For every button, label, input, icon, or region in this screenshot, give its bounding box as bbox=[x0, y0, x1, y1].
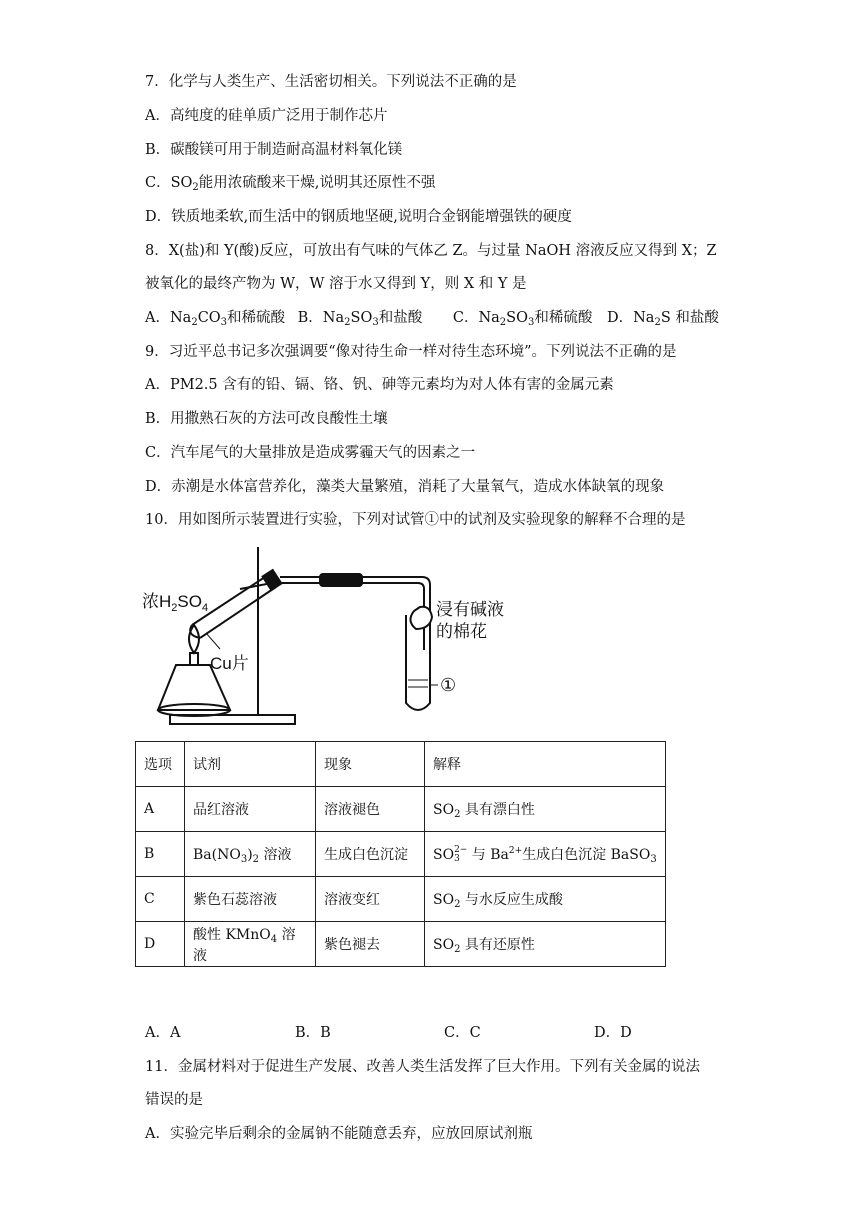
flame bbox=[189, 625, 199, 653]
q9-option-a: A．PM2.5 含有的铅、镉、铬、钒、砷等元素均为对人体有害的金属元素 bbox=[145, 377, 614, 393]
q10-stem: 10．用如图所示装置进行实验，下列对试管①中的试剂及实验现象的解释不合理的是 bbox=[145, 512, 686, 528]
header-explanation: 解释 bbox=[425, 742, 666, 787]
acid-label: 浓$H_2SO_4$ bbox=[142, 592, 209, 614]
q10-answer-b: B．B bbox=[295, 1025, 331, 1041]
header-option: 选项 bbox=[136, 742, 185, 787]
q10-table bbox=[135, 741, 666, 967]
table-row: B $Ba(NO_3)_2$ 溶液 生成白色沉淀 SO2− 3 与 $Ba^{2+}$生成白色沉淀 BaSO$_3$ bbox=[136, 832, 666, 877]
q9-stem: 9．习近平总书记多次强调要“像对待生命一样对待生态环境”。下列说法不正确的是 bbox=[145, 344, 677, 360]
q8-options bbox=[145, 307, 719, 334]
q9-option-b: B．用撒熟石灰的方法可改良酸性土壤 bbox=[145, 411, 388, 427]
q11-option-a: A．实验完毕后剩余的金属钠不能随意丢弃，应放回原试剂瓶 bbox=[145, 1126, 533, 1142]
cotton-label-line1: 浸有碱液 bbox=[436, 600, 504, 619]
q10-answer-c: C．C bbox=[444, 1025, 481, 1041]
cu-label: Cu片 bbox=[210, 654, 249, 673]
header-phenomenon: 现象 bbox=[316, 742, 425, 787]
q7-option-b: B．碳酸镁可用于制造耐高温材料氧化镁 bbox=[145, 142, 403, 158]
q8-option-a: A．$Na_2CO_3$和稀硫酸 bbox=[145, 310, 286, 328]
q7-stem: 7．化学与人类生产、生活密切相关。下列说法不正确的是 bbox=[145, 74, 517, 90]
table-row: D 酸性 KMnO$_4$ 溶液 紫色褪去 $SO_2$ 具有还原性 bbox=[136, 922, 666, 967]
q9-option-c: C．汽车尾气的大量排放是造成雾霾天气的因素之一 bbox=[145, 445, 476, 461]
table-row: C 紫色石蕊溶液 溶液变红 $SO_2$ 与水反应生成酸 bbox=[136, 877, 666, 922]
header-reagent: 试剂 bbox=[185, 742, 316, 787]
apparatus-diagram bbox=[140, 545, 504, 730]
q8-stem-line1: 8．X(盐)和 Y(酸)反应，可放出有气味的气体乙 Z。与过量 NaOH 溶液反应又得到 X；Z bbox=[145, 243, 717, 259]
cotton-plug bbox=[410, 607, 432, 629]
cotton-label-line2: 的棉花 bbox=[436, 622, 487, 641]
q8-stem-line2: 被氧化的最终产物为 W，W 溶于水又得到 Y，则 X 和 Y 是 bbox=[145, 276, 527, 292]
table-header-row bbox=[136, 742, 666, 787]
table-row: A 品红溶液 溶液褪色 $SO_2$ 具有漂白性 bbox=[136, 787, 666, 832]
q7-option-d: D．铁质地柔软,而生活中的钢质地坚硬,说明合金钢能增强铁的硬度 bbox=[145, 209, 572, 225]
q8-option-d: D．$Na_2S$ 和盐酸 bbox=[606, 310, 719, 328]
tube-1-label: ① bbox=[440, 675, 457, 695]
q10-answer-d: D．D bbox=[594, 1025, 632, 1041]
q8-option-b: B．$Na_2SO_3$和盐酸 bbox=[297, 310, 423, 328]
q11-stem-line1: 11．金属材料对于促进生产发展、改善人类生活发挥了巨大作用。下列有关金属的说法 bbox=[145, 1059, 700, 1075]
stopper bbox=[263, 570, 282, 590]
q9-option-d: D．赤潮是水体富营养化，藻类大量繁殖，消耗了大量氧气，造成水体缺氧的现象 bbox=[145, 479, 665, 495]
q8-option-c: C．$Na_2SO_3$和稀硫酸 bbox=[452, 310, 593, 328]
q11-stem-line2: 错误的是 bbox=[145, 1092, 203, 1108]
q7-option-c: C．$SO_2$能用浓硫酸来干燥,说明其还原性不强 bbox=[145, 175, 436, 193]
rubber-connector bbox=[320, 574, 362, 586]
q7-option-a: A．高纯度的硅单质广泛用于制作芯片 bbox=[145, 108, 388, 124]
q10-answer-a: A．A bbox=[145, 1025, 181, 1041]
